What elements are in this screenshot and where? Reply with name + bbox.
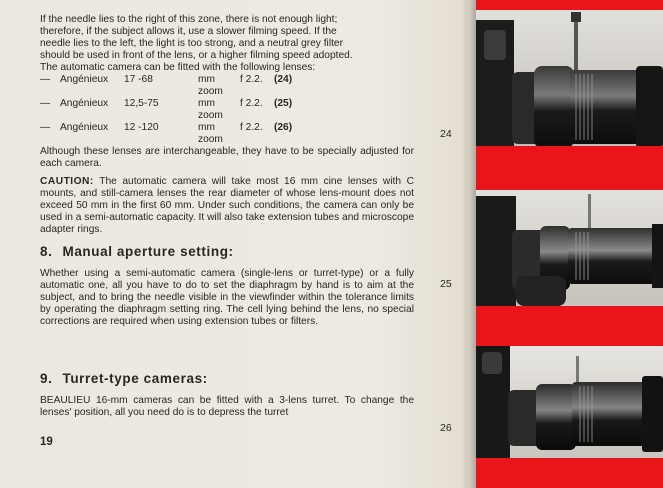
section-number: 8.: [40, 244, 53, 259]
lens-aperture: f 2.2.: [240, 74, 263, 85]
section-number: 9.: [40, 371, 53, 386]
intro-line: The automatic camera can be fitted with the following lenses:: [40, 62, 316, 73]
figure-number: 25: [440, 278, 452, 290]
lens-type: mm zoom: [198, 98, 223, 121]
lens-photo-26: [476, 346, 663, 458]
intro-line: needle lies to the left, the light is too strong, and a neutral grey filter: [40, 38, 343, 49]
lens-name: Angénieux: [60, 122, 109, 133]
interchange-paragraph: Although these lenses are interchangeable, they have to be specially adjusted for each camera.: [40, 146, 414, 169]
lens-type: mm zoom: [198, 122, 223, 145]
figure-number: 24: [440, 128, 452, 140]
book-gutter: [462, 0, 476, 488]
section-8-paragraph: Whether using a semi-automatic camera (single-lens or turret-type) or a fully automatic one, all you have to do to set the diaphragm by hand is to aim at the subject, and to bring the needle visible in the viewfinder within the tolerance limits by operating the diaphragm setting ring. The cell lying behind the lens, no special corrections are required when using extension tubes or filters.: [40, 268, 414, 327]
zoom-lens-illustration: [476, 346, 663, 458]
lens-figure-ref: (25): [274, 98, 293, 109]
lens-aperture: f 2.2.: [240, 98, 263, 109]
intro-text-block: [40, 14, 414, 236]
lens-dash: —: [40, 122, 51, 133]
caution-label: CAUTION:: [40, 176, 94, 187]
section-title: Manual aperture setting:: [62, 244, 234, 259]
zoom-lens-illustration: [476, 190, 663, 306]
lens-list-item: [40, 74, 414, 98]
intro-line: should be used in front of the lens, or a higher filming speed adopted.: [40, 50, 353, 61]
lens-photo-25: [476, 190, 663, 306]
lens-dash: —: [40, 98, 51, 109]
lens-list: [40, 74, 414, 146]
section-9-paragraph: BEAULIEU 16-mm cameras can be fitted with a 3-lens turret. To change the lenses' position, all you need do is to depress the turret: [40, 395, 414, 418]
caution-paragraph: [40, 176, 414, 236]
lens-dash: —: [40, 74, 51, 85]
lens-name: Angénieux: [60, 98, 109, 109]
lens-list-item: [40, 122, 414, 146]
lens-list-item: [40, 98, 414, 122]
lens-photo-24: [476, 10, 663, 156]
figure-number: 26: [440, 422, 452, 434]
lens-figure-ref: (24): [274, 74, 293, 85]
lens-type: mm zoom: [198, 74, 223, 97]
lens-aperture: f 2.2.: [240, 122, 263, 133]
intro-line: If the needle lies to the right of this zone, there is not enough light;: [40, 14, 338, 25]
lens-figure-ref: (26): [274, 122, 293, 133]
section-heading-8: [40, 244, 234, 259]
section-heading-9: [40, 371, 208, 386]
lens-name: Angénieux: [60, 74, 109, 85]
caution-text: The automatic camera will take most 16 mm cine lenses with C mounts, and still-camera lenses the rear diameter of whose lens-mount does not exceed 50 mm in the first 60 mm. Under such conditions, the camera can only be used in a semi-automatic capacity. It will also take extension tubes and microscope adapter rings.: [40, 176, 414, 235]
zoom-lens-illustration: [476, 10, 663, 156]
page-number: 19: [40, 436, 53, 448]
intro-line: therefore, if the subject allows it, use a slower filming speed. If the: [40, 26, 337, 37]
section-title: Turret-type cameras:: [62, 371, 208, 386]
lens-range: 17 -68: [124, 74, 153, 85]
lens-range: 12,5-75: [124, 98, 159, 109]
lens-range: 12 -120: [124, 122, 159, 133]
